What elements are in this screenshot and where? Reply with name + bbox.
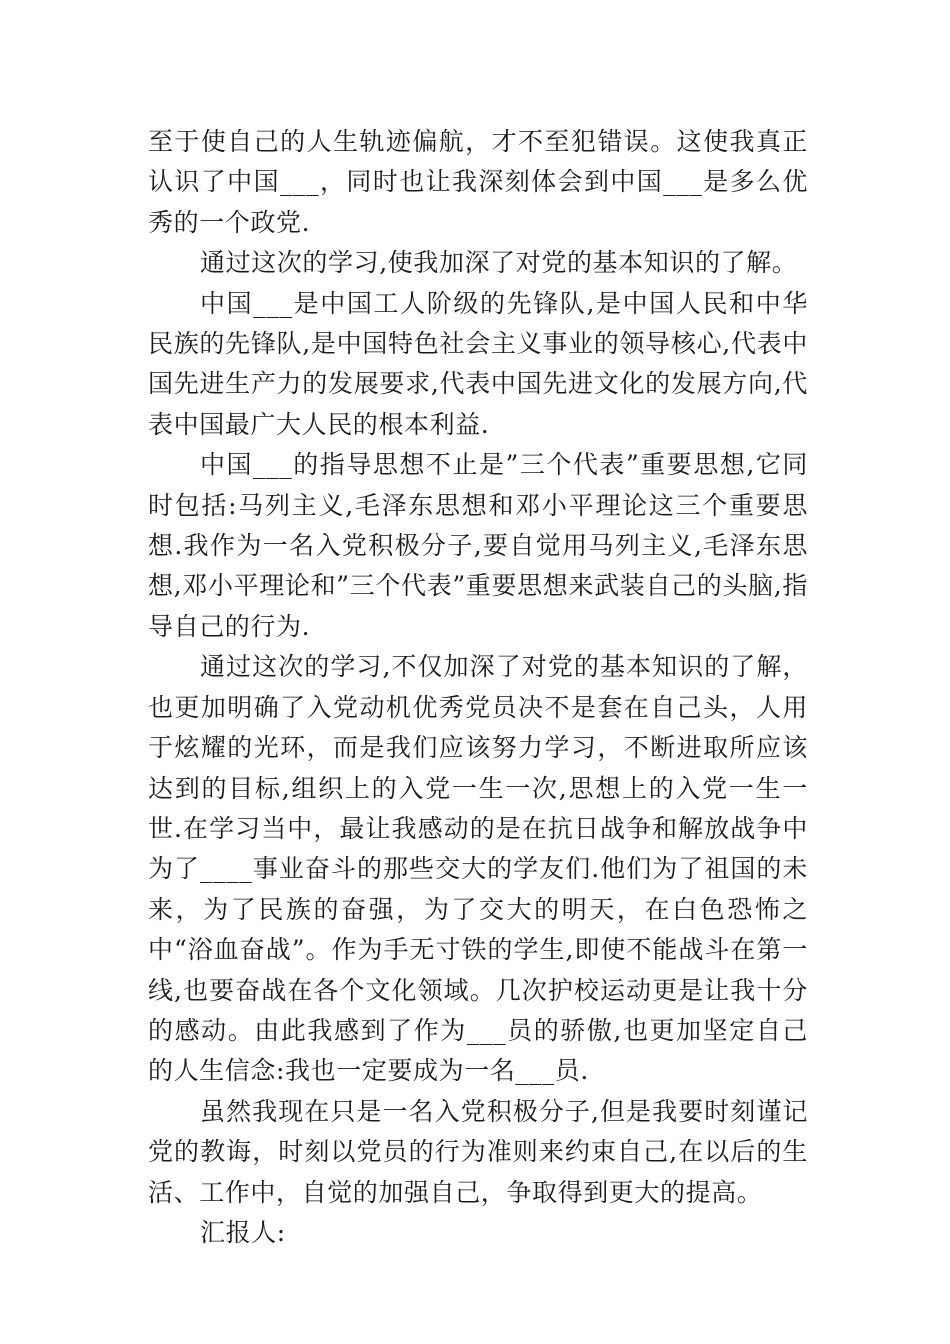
paragraph-2: 通过这次的学习,使我加深了对党的基本知识的了解。: [200, 248, 798, 278]
paragraph-1: 至于使自己的人生轨迹偏航，才不至犯错误。这使我真正认识了中国___，同时也让我深刻体会到中国___是多么优秀的一个政党.: [148, 127, 808, 237]
paragraph-3: 中国___是中国工人阶级的先锋队,是中国人民和中华民族的先锋队,是中国特色社会主义事业的领导核心,代表中国先进生产力的发展要求,代表中国先进文化的发展方向,代表中国最广大人民的根本利益.: [148, 288, 808, 439]
paragraph-4: 中国___的指导思想不止是”三个代表”重要思想,它同时包括:马列主义,毛泽东思想和邓小平理论这三个重要思想.我作为一名入党积极分子,要自觉用马列主义,毛泽东思想,邓小平理论和”三个代表”重要思想来武装自己的头脑,指导自己的行为.: [148, 450, 808, 641]
document-body: [148, 122, 808, 1253]
paragraph-5: 通过这次的学习,不仅加深了对党的基本知识的了解，也更加明确了入党动机优秀党员决不是套在自己头，人用于炫耀的光环，而是我们应该努力学习，不断进取所应该达到的目标,组织上的入党一生一次,思想上的入党一生一世.在学习当中，最让我感动的是在抗日战争和解放战争中为了____事业奋斗的那些交大的学友们.他们为了祖国的未来，为了民族的奋强，为了交大的明天，在白色恐怖之中“浴血奋战”。作为手无寸铁的学生,即使不能战斗在第一线,也要奋战在各个文化领域。几次护校运动更是让我十分的感动。由此我感到了作为___员的骄傲,也更加坚定自己的人生信念:我也一定要成为一名___员.: [148, 652, 808, 1086]
reporter-signature-label: 汇报人:: [200, 1217, 286, 1247]
paragraph-6: 虽然我现在只是一名入党积极分子,但是我要时刻谨记党的教诲，时刻以党员的行为准则来约束自己,在以后的生活、工作中，自觉的加强自己，争取得到更大的提高。: [148, 1096, 808, 1207]
